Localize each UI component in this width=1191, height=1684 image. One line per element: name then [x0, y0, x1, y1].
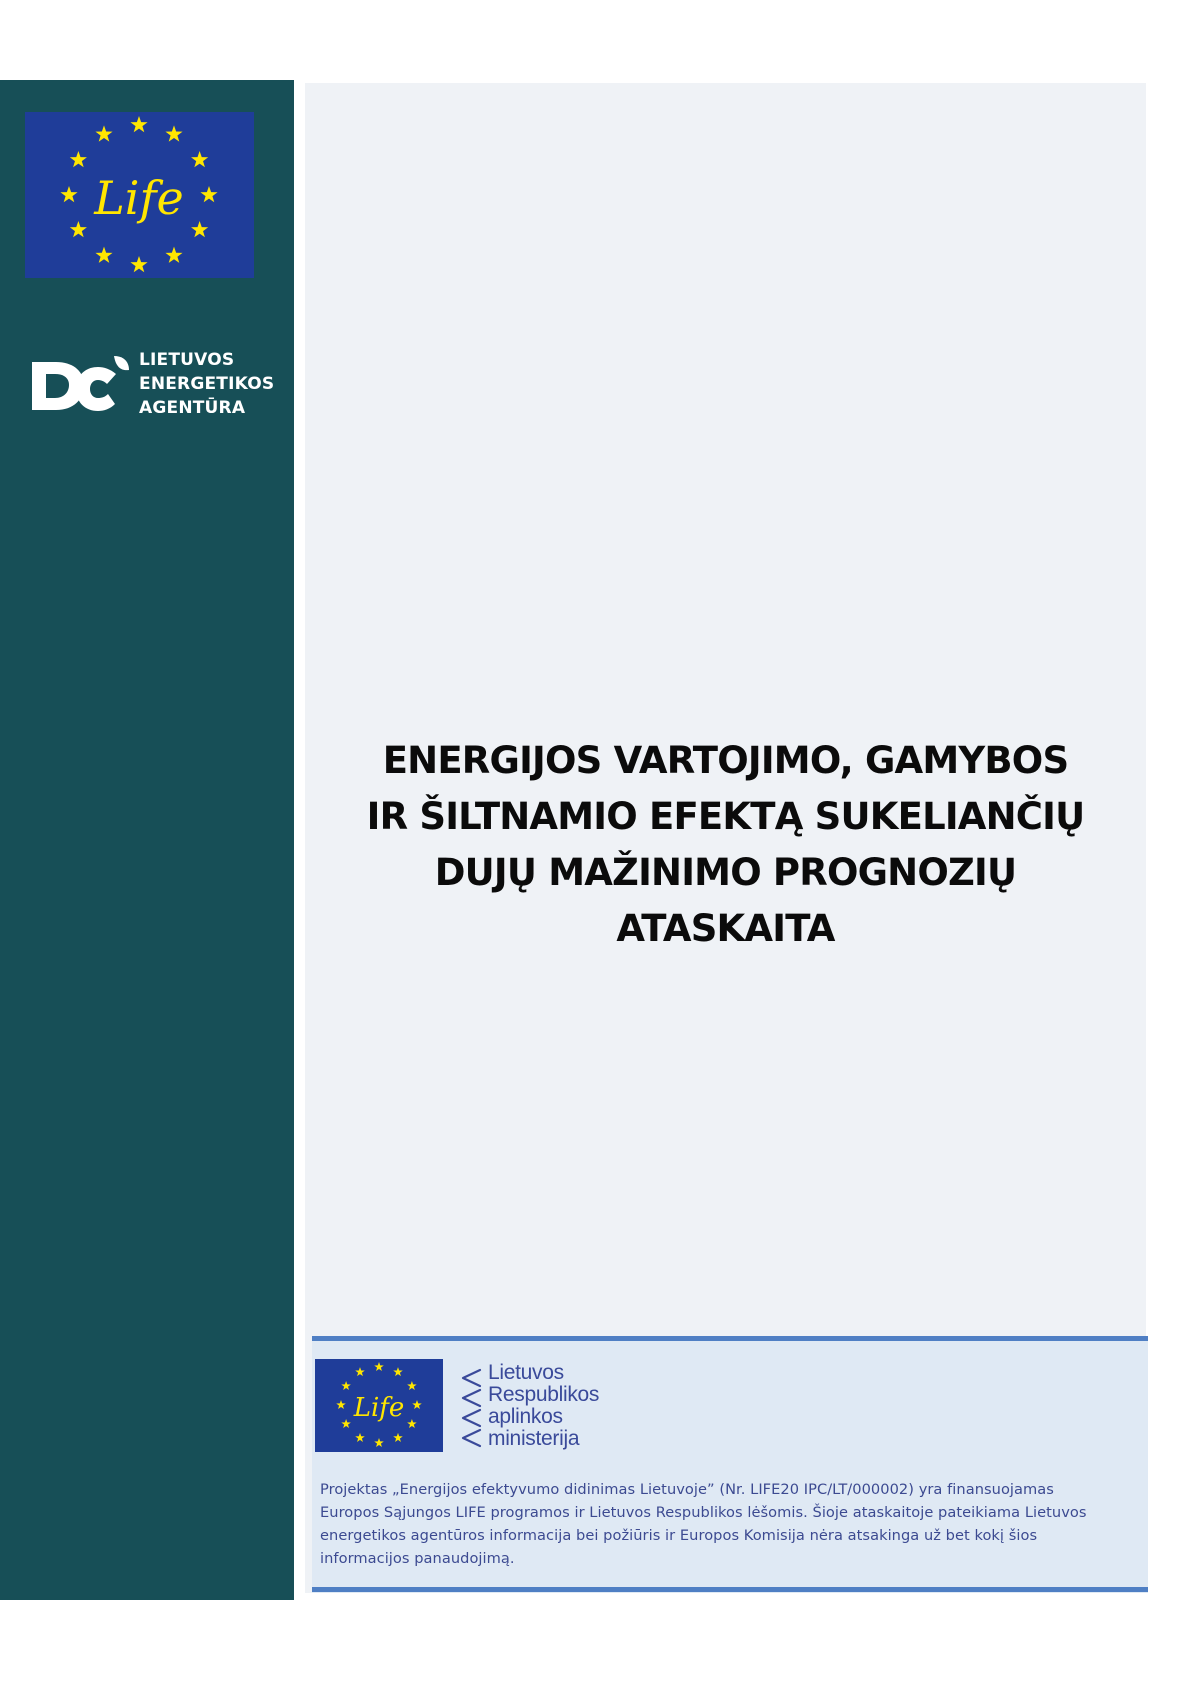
eu-life-flag-icon	[315, 1359, 443, 1452]
eu-life-flag-icon	[25, 112, 254, 278]
disclaimer-line: energetikos agentūros informacija bei požiūris ir Europos Komisija nėra atsakinga už bet kokį šios	[320, 1527, 1038, 1544]
life-wordmark: Life	[353, 1393, 405, 1423]
funding-footer	[312, 1336, 1148, 1593]
ministry-name	[488, 1362, 599, 1450]
ministry-logo	[460, 1362, 660, 1452]
ministry-emblem-icon	[460, 1368, 482, 1448]
title-line: DUJŲ MAŽINIMO PROGNOZIŲ	[434, 851, 1017, 894]
life-wordmark: Life	[94, 171, 184, 225]
title-line: IR ŠILTNAMIO EFEKTĄ SUKELIANČIŲ	[366, 795, 1085, 838]
footer-top-rule	[312, 1336, 1148, 1341]
title-line: ENERGIJOS VARTOJIMO, GAMYBOS	[382, 739, 1069, 782]
title-line: ATASKAITA	[616, 907, 835, 950]
agency-name	[139, 348, 274, 420]
agency-name-line: LIETUVOS	[139, 350, 235, 370]
agency-logo	[30, 348, 280, 418]
agency-name-line: AGENTŪRA	[139, 398, 246, 418]
ministry-name-line: aplinkos	[488, 1405, 563, 1428]
funding-disclaimer	[320, 1478, 1140, 1570]
ministry-name-line: Lietuvos	[488, 1361, 564, 1384]
footer-bottom-rule	[312, 1587, 1148, 1592]
disclaimer-line: Europos Sąjungos LIFE programos ir Lietuvos Respublikos lėšomis. Šioje ataskaitoje pateikiama Lietuvos	[320, 1504, 1087, 1521]
agency-name-line: ENERGETIKOS	[139, 374, 275, 394]
disclaimer-line: informacijos panaudojimą.	[320, 1550, 515, 1567]
footer-eu-life-logo	[315, 1359, 443, 1452]
ministry-name-line: Respublikos	[488, 1383, 600, 1406]
disclaimer-line: Projektas „Energijos efektyvumo didinimas Lietuvoje” (Nr. LIFE20 IPC/LT/000002) yra finansuojamas	[320, 1481, 1054, 1498]
report-title	[305, 733, 1146, 957]
sidebar	[0, 80, 294, 1600]
eu-life-logo	[25, 112, 254, 278]
ministry-name-line: ministerija	[488, 1427, 580, 1450]
lea-logo-mark-icon	[30, 354, 130, 412]
